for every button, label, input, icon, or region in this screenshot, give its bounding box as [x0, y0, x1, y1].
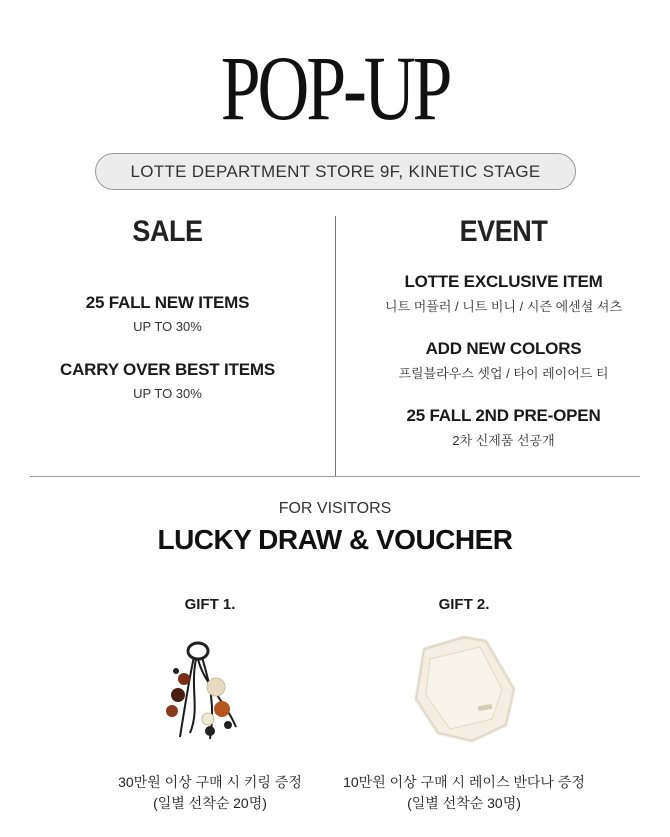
gift-card: [314, 596, 614, 814]
location-text: LOTTE DEPARTMENT STORE 9F, KINETIC STAGE: [130, 161, 541, 181]
sale-item: [0, 360, 335, 401]
sale-column: [0, 215, 335, 249]
event-item-title: 25 FALL 2ND PRE-OPEN: [406, 406, 601, 425]
event-item: [336, 272, 670, 315]
sale-item-title: CARRY OVER BEST ITEMS: [60, 360, 275, 379]
visitors-title: LUCKY DRAW & VOUCHER: [157, 524, 513, 555]
section-divider: [30, 476, 640, 477]
gift-desc-line1: 30만원 이상 구매 시 키링 증정: [118, 774, 302, 790]
event-item-sub: 프릴블라우스 셋업 / 타이 레이어드 티: [398, 366, 609, 381]
gift-label: GIFT 1.: [184, 596, 236, 613]
sale-heading: SALE: [132, 215, 203, 248]
gift-description: [314, 772, 614, 814]
sale-item-sub: UP TO 30%: [133, 386, 202, 401]
event-item-sub: 니트 머플러 / 니트 비니 / 시즌 에센셜 셔츠: [384, 299, 623, 314]
event-column: [336, 215, 670, 249]
sale-item: [0, 293, 335, 334]
location-badge: [95, 153, 576, 190]
gift-desc-line1: 10만원 이상 구매 시 레이스 반다나 증정: [343, 774, 585, 790]
gift-desc-line2: (일별 선착순 30명): [407, 795, 521, 811]
sale-item-title: 25 FALL NEW ITEMS: [85, 293, 250, 312]
event-item-title: LOTTE EXCLUSIVE ITEM: [404, 272, 603, 291]
event-item-title: ADD NEW COLORS: [425, 339, 582, 358]
page-title: POP-UP: [220, 37, 450, 139]
lace-bandana-icon: [314, 629, 614, 759]
gift-desc-line2: (일별 선착순 20명): [153, 795, 267, 811]
event-heading: EVENT: [459, 215, 548, 248]
event-item: [336, 339, 670, 382]
visitors-label: FOR VISITORS: [278, 500, 392, 517]
gift-label: GIFT 2.: [438, 596, 490, 613]
event-item-sub: 2차 신제품 선공개: [452, 433, 555, 448]
event-item: [336, 406, 670, 449]
sale-item-sub: UP TO 30%: [133, 319, 202, 334]
